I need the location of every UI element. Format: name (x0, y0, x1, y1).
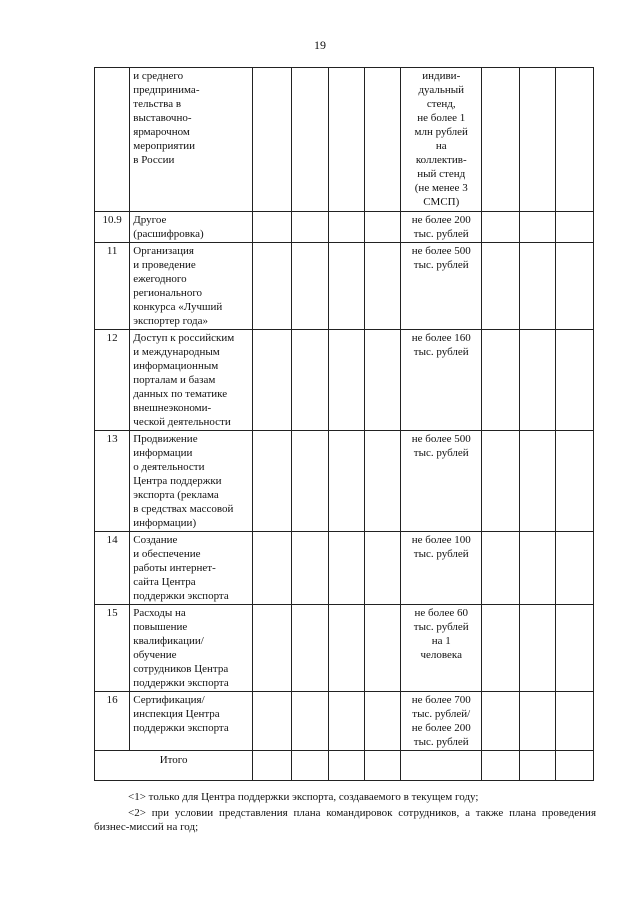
empty-cell (401, 751, 482, 781)
empty-cell (253, 431, 291, 532)
empty-cell (328, 330, 364, 431)
table-row (95, 431, 594, 532)
empty-cell (253, 692, 291, 751)
footnote: <1> только для Центра поддержки экспорта, создаваемого в текущем году; (128, 791, 479, 803)
empty-cell (482, 330, 520, 431)
row-limit: не более 100 тыс. рублей (401, 532, 482, 605)
row-item: Продвижение информации о деятельности Центра поддержки экспорта (реклама в средствах массовой информации) (130, 431, 253, 532)
row-limit: не более 160 тыс. рублей (401, 330, 482, 431)
table-row (95, 243, 594, 330)
empty-cell (520, 212, 555, 243)
table-row (95, 68, 594, 212)
empty-cell (253, 751, 291, 781)
empty-cell (365, 330, 401, 431)
empty-cell (253, 68, 291, 212)
empty-cell (520, 330, 555, 431)
row-limit: не более 60 тыс. рублей на 1 человека (401, 605, 482, 692)
empty-cell (291, 330, 328, 431)
empty-cell (328, 751, 364, 781)
empty-cell (365, 212, 401, 243)
empty-cell (291, 532, 328, 605)
empty-cell (482, 212, 520, 243)
empty-cell (482, 532, 520, 605)
table-row (95, 605, 594, 692)
row-item: Доступ к российским и международным информационным порталам и базам данных по тематике внешнеэкономи- ческой деятельности (130, 330, 253, 431)
empty-cell (291, 68, 328, 212)
empty-cell (482, 243, 520, 330)
empty-cell (365, 605, 401, 692)
row-item: и среднего предпринима- тельства в выставочно- ярмарочном мероприятии в России (130, 68, 253, 212)
total-row (95, 751, 594, 781)
empty-cell (328, 68, 364, 212)
empty-cell (365, 68, 401, 212)
row-limit: не более 700 тыс. рублей/ не более 200 тыс. рублей (401, 692, 482, 751)
empty-cell (365, 243, 401, 330)
row-number: 14 (95, 532, 130, 605)
row-item: Расходы на повышение квалификации/ обучение сотрудников Центра поддержки экспорта (130, 605, 253, 692)
empty-cell (555, 605, 593, 692)
row-number: 12 (95, 330, 130, 431)
empty-cell (520, 532, 555, 605)
row-limit: не более 500 тыс. рублей (401, 243, 482, 330)
empty-cell (365, 751, 401, 781)
empty-cell (555, 751, 593, 781)
empty-cell (482, 751, 520, 781)
empty-cell (482, 692, 520, 751)
row-number: 16 (95, 692, 130, 751)
row-item: Создание и обеспечение работы интернет- сайта Центра поддержки экспорта (130, 532, 253, 605)
empty-cell (482, 68, 520, 212)
empty-cell (328, 212, 364, 243)
row-number: 11 (95, 243, 130, 330)
empty-cell (520, 751, 555, 781)
table-row (95, 692, 594, 751)
empty-cell (328, 243, 364, 330)
empty-cell (291, 212, 328, 243)
empty-cell (520, 431, 555, 532)
row-limit: не более 200 тыс. рублей (401, 212, 482, 243)
empty-cell (555, 330, 593, 431)
empty-cell (328, 431, 364, 532)
empty-cell (253, 605, 291, 692)
empty-cell (253, 243, 291, 330)
empty-cell (291, 692, 328, 751)
empty-cell (253, 532, 291, 605)
empty-cell (520, 68, 555, 212)
table-row (95, 212, 594, 243)
empty-cell (555, 243, 593, 330)
empty-cell (253, 212, 291, 243)
empty-cell (328, 605, 364, 692)
row-item: Другое (расшифровка) (130, 212, 253, 243)
row-number (95, 68, 130, 212)
row-item: Сертификация/ инспекция Центра поддержки экспорта (130, 692, 253, 751)
empty-cell (365, 692, 401, 751)
table-row (95, 330, 594, 431)
row-number: 10.9 (95, 212, 130, 243)
footnotes (94, 790, 596, 836)
empty-cell (555, 68, 593, 212)
row-item: Организация и проведение ежегодного регионального конкурса «Лучший экспортер года» (130, 243, 253, 330)
empty-cell (555, 431, 593, 532)
empty-cell (291, 243, 328, 330)
empty-cell (291, 751, 328, 781)
empty-cell (555, 532, 593, 605)
empty-cell (520, 692, 555, 751)
empty-cell (482, 431, 520, 532)
empty-cell (520, 243, 555, 330)
budget-table (94, 67, 594, 781)
table-row (95, 532, 594, 605)
row-number: 13 (95, 431, 130, 532)
empty-cell (365, 431, 401, 532)
row-number: 15 (95, 605, 130, 692)
total-label: Итого (95, 751, 253, 781)
page-number: 19 (314, 38, 326, 52)
footnote: <2> при условии представления плана командировок сотрудников, а также плана проведения бизнес-миссий на год; (94, 807, 596, 833)
empty-cell (520, 605, 555, 692)
empty-cell (253, 330, 291, 431)
empty-cell (328, 532, 364, 605)
empty-cell (482, 605, 520, 692)
empty-cell (291, 431, 328, 532)
empty-cell (365, 532, 401, 605)
empty-cell (328, 692, 364, 751)
empty-cell (555, 692, 593, 751)
row-limit: индиви- дуальный стенд, не более 1 млн рублей на коллектив- ный стенд (не менее 3 СМСП) (401, 68, 482, 212)
row-limit: не более 500 тыс. рублей (401, 431, 482, 532)
empty-cell (555, 212, 593, 243)
empty-cell (291, 605, 328, 692)
